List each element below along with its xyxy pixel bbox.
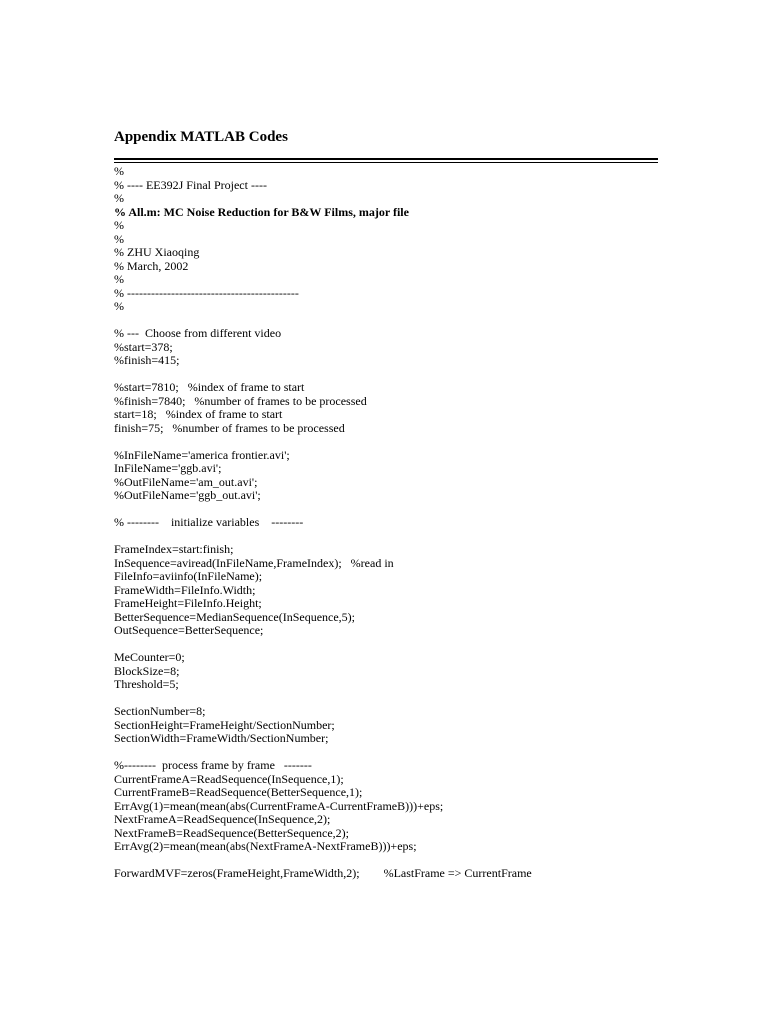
- code-line: NextFrameA=ReadSequence(InSequence,2);: [114, 812, 331, 826]
- code-line: % -------- initialize variables --------: [114, 515, 304, 529]
- code-line: FrameIndex=start:finish;: [114, 542, 234, 556]
- code-line: % March, 2002: [114, 258, 189, 273]
- code-line: ErrAvg(2)=mean(mean(abs(NextFrameA-NextFrameB)))+eps;: [114, 839, 417, 853]
- code-line: [114, 854, 674, 868]
- code-line: NextFrameB=ReadSequence(BetterSequence,2);: [114, 825, 350, 840]
- code-line: %: [114, 231, 124, 246]
- code-line: start=18; %index of frame to start: [114, 407, 283, 421]
- code-line: %OutFileName='am_out.avi';: [114, 474, 258, 489]
- code-line: [114, 530, 674, 544]
- code-line: % All.m: MC Noise Reduction for B&W Films, major file: [114, 204, 409, 219]
- code-line: %: [114, 272, 124, 286]
- code-line: InFileName='ggb.avi';: [114, 461, 222, 475]
- code-line: %OutFileName='ggb_out.avi';: [114, 488, 261, 502]
- code-line: BetterSequence=MedianSequence(InSequence,5);: [114, 609, 356, 624]
- code-line: Threshold=5;: [114, 677, 179, 691]
- code-line: [114, 638, 674, 652]
- code-line: FrameHeight=FileInfo.Height;: [114, 596, 262, 610]
- code-line: [114, 314, 674, 328]
- code-line: % -------------------------------------------: [114, 285, 299, 300]
- code-line: OutSequence=BetterSequence;: [114, 623, 264, 637]
- code-line: %: [114, 191, 124, 205]
- code-line: InSequence=aviread(InFileName,FrameIndex); %read in: [114, 555, 394, 570]
- appendix-heading: Appendix MATLAB Codes: [114, 129, 288, 145]
- code-line: [114, 435, 674, 449]
- code-line: %start=7810; %index of frame to start: [114, 380, 305, 394]
- code-line: CurrentFrameA=ReadSequence(InSequence,1);: [114, 771, 344, 786]
- code-line: %finish=415;: [114, 353, 180, 367]
- code-line: finish=75; %number of frames to be processed: [114, 420, 345, 435]
- code-line: % ---- EE392J Final Project ----: [114, 177, 267, 192]
- heading-rule-bottom: [114, 162, 658, 163]
- code-line: % ZHU Xiaoqing: [114, 245, 200, 259]
- code-line: %finish=7840; %number of frames to be processed: [114, 393, 367, 408]
- code-line: SectionNumber=8;: [114, 704, 206, 718]
- code-line: SectionHeight=FrameHeight/SectionNumber;: [114, 717, 335, 732]
- code-line: FileInfo=aviinfo(InFileName);: [114, 569, 263, 583]
- code-line: % --- Choose from different video: [114, 326, 282, 340]
- code-line: %: [114, 164, 124, 178]
- code-line: MeCounter=0;: [114, 650, 185, 664]
- code-line: ForwardMVF=zeros(FrameHeight,FrameWidth,2); %LastFrame => CurrentFrame: [114, 866, 532, 880]
- code-line: [114, 368, 674, 382]
- code-line: [114, 692, 674, 706]
- code-line: %start=378;: [114, 339, 173, 354]
- code-line: ErrAvg(1)=mean(mean(abs(CurrentFrameA-CurrentFrameB)))+eps;: [114, 798, 444, 813]
- code-line: CurrentFrameB=ReadSequence(BetterSequence,1);: [114, 785, 363, 799]
- matlab-code-block: [114, 165, 674, 881]
- code-line: %-------- process frame by frame -------: [114, 758, 312, 772]
- code-line: SectionWidth=FrameWidth/SectionNumber;: [114, 731, 329, 745]
- code-line: BlockSize=8;: [114, 663, 180, 678]
- code-line: FrameWidth=FileInfo.Width;: [114, 582, 256, 597]
- code-line: [114, 503, 674, 517]
- heading-rule-top: [114, 158, 658, 160]
- code-line: %: [114, 218, 124, 232]
- code-line: %InFileName='america frontier.avi';: [114, 447, 290, 462]
- code-line: %: [114, 299, 124, 313]
- code-line: [114, 746, 674, 760]
